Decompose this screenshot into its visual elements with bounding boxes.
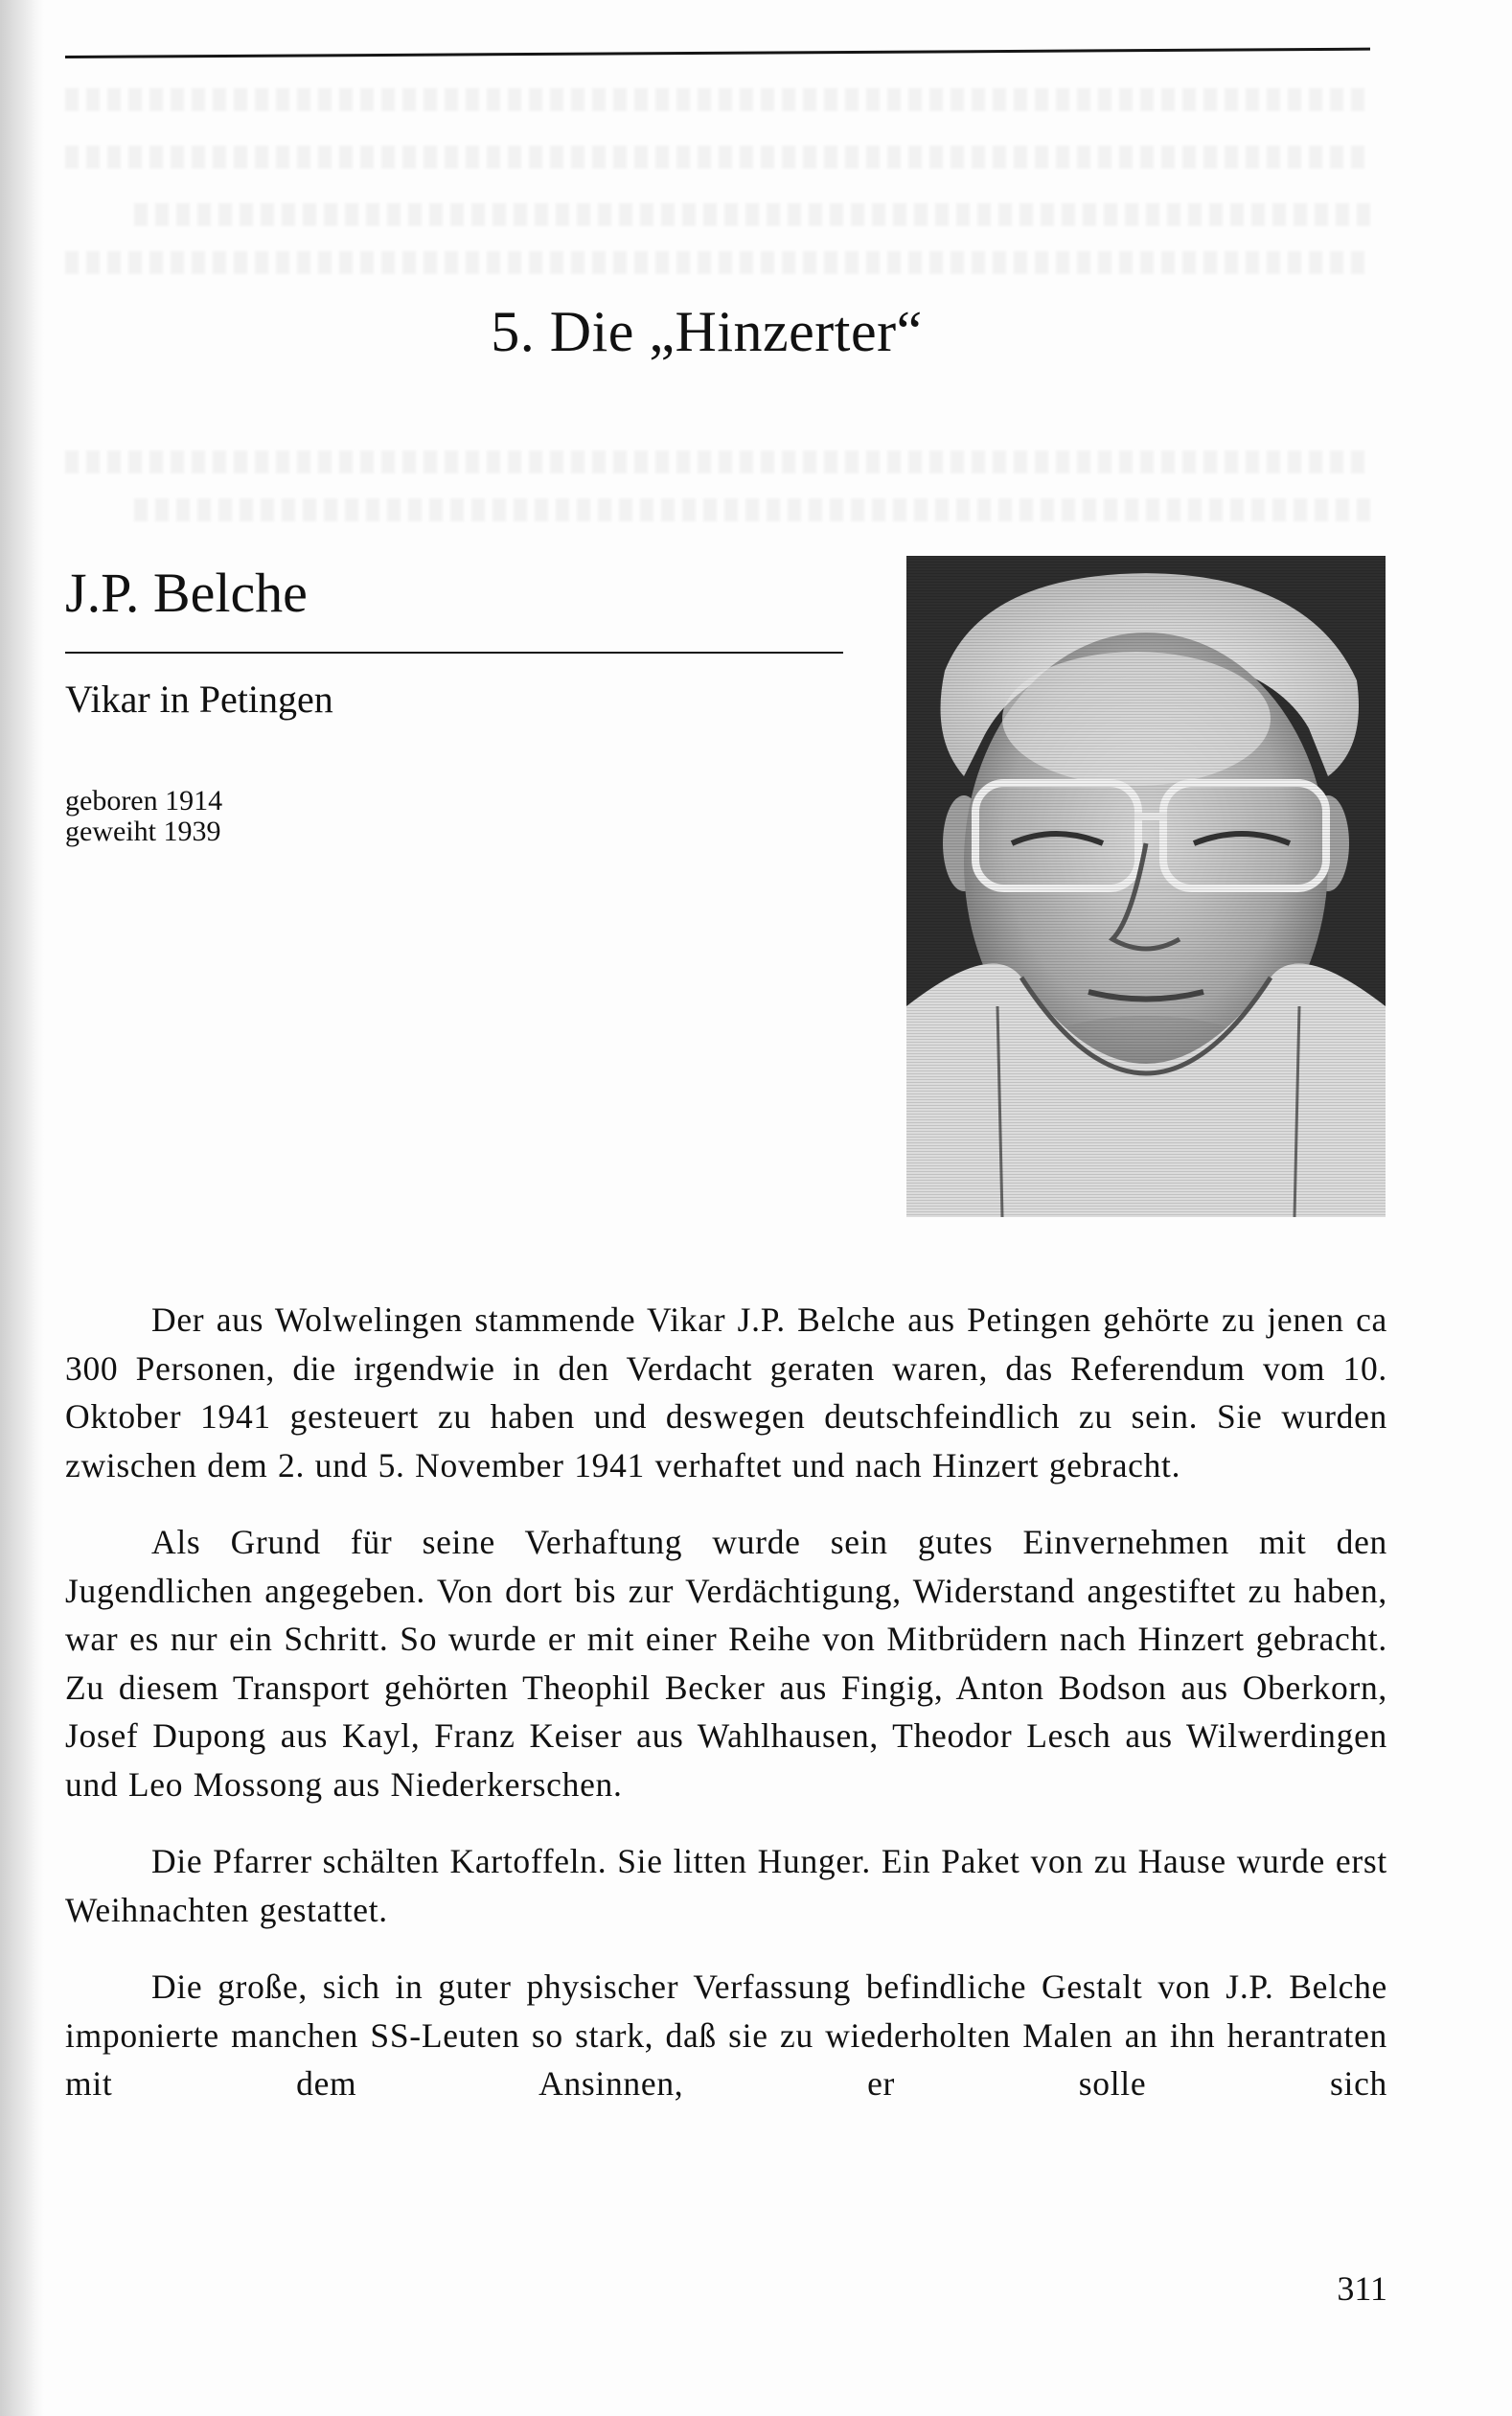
paragraph: Die Pfarrer schälten Kartoffeln. Sie litten Hunger. Ein Paket von zu Hause wurde erst Weihnachten gestattet. bbox=[65, 1842, 1387, 1929]
show-through-texture bbox=[65, 251, 1370, 274]
ordination-year: geweiht 1939 bbox=[65, 816, 221, 847]
show-through-texture bbox=[134, 203, 1370, 226]
header-rule bbox=[65, 48, 1370, 58]
paragraph: Die große, sich in guter physischer Verfassung befindliche Gestalt von J.P. Belche imponierte manchen SS-Leuten so stark, daß sie zu wiederholten Malen an ihn herantraten mit dem Ansinnen, er solle sich bbox=[65, 1967, 1387, 2103]
show-through-texture bbox=[65, 450, 1370, 473]
person-role: Vikar in Petingen bbox=[65, 678, 333, 721]
portrait-photo-icon bbox=[906, 556, 1386, 1217]
birth-year: geboren 1914 bbox=[65, 785, 223, 817]
page-number: 311 bbox=[1337, 2269, 1387, 2308]
name-underline-rule bbox=[65, 652, 843, 654]
book-gutter-shadow bbox=[0, 0, 44, 2416]
show-through-texture bbox=[65, 88, 1370, 111]
article-body bbox=[65, 1296, 1387, 2137]
show-through-texture bbox=[65, 146, 1370, 169]
show-through-texture bbox=[134, 498, 1370, 521]
portrait-illustration bbox=[906, 556, 1386, 1217]
person-meta bbox=[65, 786, 222, 847]
paragraph: Als Grund für seine Verhaftung wurde sein gutes Einvernehmen mit den Jugendlichen angegeben. Von dort bis zur Verdächtigung, Widerstand angestiftet zu haben, war es nur ein Schritt. So wurde er mit einer Reihe von Mitbrüdern nach Hinzert gebracht. Zu diesem Transport gehörten Theophil Becker aus Fingig, Anton Bodson aus Oberkorn, Josef Dupong aus Kayl, Franz Keiser aus Wahlhausen, Theodor Lesch aus Wilwerdingen und Leo Mossong aus Niederkerschen. bbox=[65, 1523, 1387, 1804]
person-name: J.P. Belche bbox=[65, 562, 308, 624]
paragraph: Der aus Wolwelingen stammende Vikar J.P. Belche aus Petingen gehörte zu jenen ca 300 Personen, die irgendwie in den Verdacht geraten waren, das Referendum vom 10. Oktober 1941 gesteuert zu haben und deswegen deutschfeindlich zu sein. Sie wurden zwischen dem 2. und 5. November 1941 verhaftet und nach Hinzert gebracht. bbox=[65, 1300, 1387, 1484]
chapter-title: 5. Die „Hinzerter“ bbox=[491, 300, 923, 363]
